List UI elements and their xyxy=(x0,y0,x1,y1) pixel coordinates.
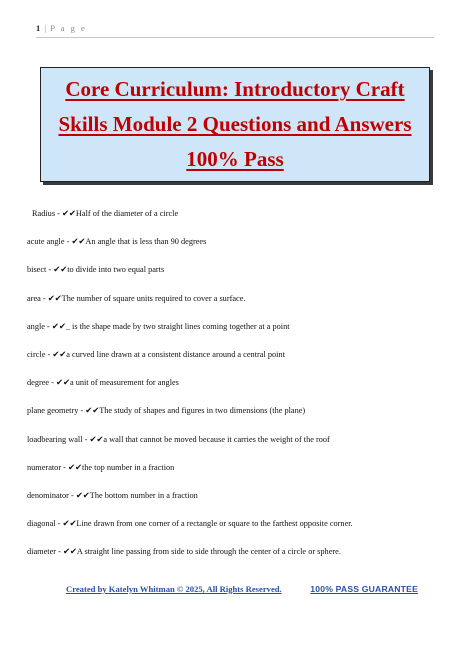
document-title: Core Curriculum: Introductory Craft Skills Module 2 Questions and Answers 100% Pass xyxy=(58,77,412,171)
check-marks-icon: - ✔✔ xyxy=(55,519,77,529)
qa-item xyxy=(27,518,447,546)
check-marks-icon: - ✔✔ xyxy=(78,406,100,416)
check-marks-icon: - ✔✔ xyxy=(82,434,104,444)
page-separator: | xyxy=(44,23,47,33)
check-marks-icon: - ✔✔ xyxy=(44,321,66,331)
qa-term: degree xyxy=(27,378,50,388)
page-word: P a g e xyxy=(50,23,87,33)
qa-answer: Half of the diameter of a circle xyxy=(75,209,179,218)
footer-guarantee: 100% PASS GUARANTEE xyxy=(310,584,418,594)
qa-answer: An angle that is less than 90 degrees xyxy=(85,237,207,247)
qa-item xyxy=(27,377,447,405)
qa-item xyxy=(27,349,447,377)
check-marks-icon: - ✔✔ xyxy=(68,490,90,500)
qa-answer: The bottom number in a fraction xyxy=(89,490,198,500)
qa-item xyxy=(27,434,447,462)
qa-answer: Line drawn from one corner of a rectangle or square to the farthest opposite corner. xyxy=(76,519,353,529)
check-marks-icon: - ✔✔ xyxy=(45,349,67,359)
qa-item xyxy=(27,462,447,490)
qa-item xyxy=(27,208,447,236)
qa-answer: to divide into two equal parts xyxy=(67,265,165,275)
page-number: 1 xyxy=(36,23,41,33)
check-marks-icon: - ✔✔ xyxy=(55,209,76,218)
qa-answer: _ is the shape made by two straight lines coming together at a point xyxy=(65,321,290,331)
check-marks-icon: - ✔✔ xyxy=(61,462,82,472)
footer xyxy=(66,584,418,598)
qa-term: plane geometry xyxy=(27,406,79,416)
qa-term: acute angle xyxy=(27,237,65,247)
qa-item xyxy=(27,293,447,321)
page-header xyxy=(36,23,434,38)
check-marks-icon: - ✔✔ xyxy=(56,547,77,557)
qa-term: denominator xyxy=(27,490,69,500)
qa-answer: the top number in a fraction xyxy=(81,462,175,472)
qa-term: loadbearing wall xyxy=(27,434,83,444)
qa-answer: The number of square units required to cover a surface. xyxy=(61,293,246,303)
check-marks-icon: - ✔✔ xyxy=(49,378,70,388)
qa-term: diameter xyxy=(27,547,57,557)
title-box xyxy=(40,67,430,182)
qa-term: numerator xyxy=(27,462,62,472)
qa-answer: a curved line drawn at a consistent distance around a central point xyxy=(66,349,285,359)
qa-term: area xyxy=(27,293,41,303)
qa-term: bisect xyxy=(27,265,47,275)
check-marks-icon: - ✔✔ xyxy=(46,265,68,275)
footer-credit: Created by Katelyn Whitman © 2025, All Rights Reserved. xyxy=(66,584,282,594)
qa-list xyxy=(27,208,447,574)
qa-item xyxy=(27,264,447,292)
check-marks-icon: - ✔✔ xyxy=(64,237,86,247)
qa-term: Radius xyxy=(32,209,56,218)
qa-answer: A straight line passing from side to side through the center of a circle or sphere. xyxy=(76,547,341,557)
qa-item xyxy=(27,405,447,433)
qa-answer: The study of shapes and figures in two dimensions (the plane) xyxy=(99,406,306,416)
qa-answer: a wall that cannot be moved because it carries the weight of the roof xyxy=(103,434,330,444)
qa-term: diagonal xyxy=(27,519,56,529)
qa-term: circle xyxy=(27,349,46,359)
qa-answer: a unit of measurement for angles xyxy=(69,378,179,388)
qa-term: angle xyxy=(27,321,45,331)
qa-item xyxy=(27,490,447,518)
qa-item xyxy=(27,236,447,264)
check-marks-icon: - ✔✔ xyxy=(40,293,62,303)
qa-item xyxy=(27,321,447,349)
qa-item xyxy=(27,546,447,574)
